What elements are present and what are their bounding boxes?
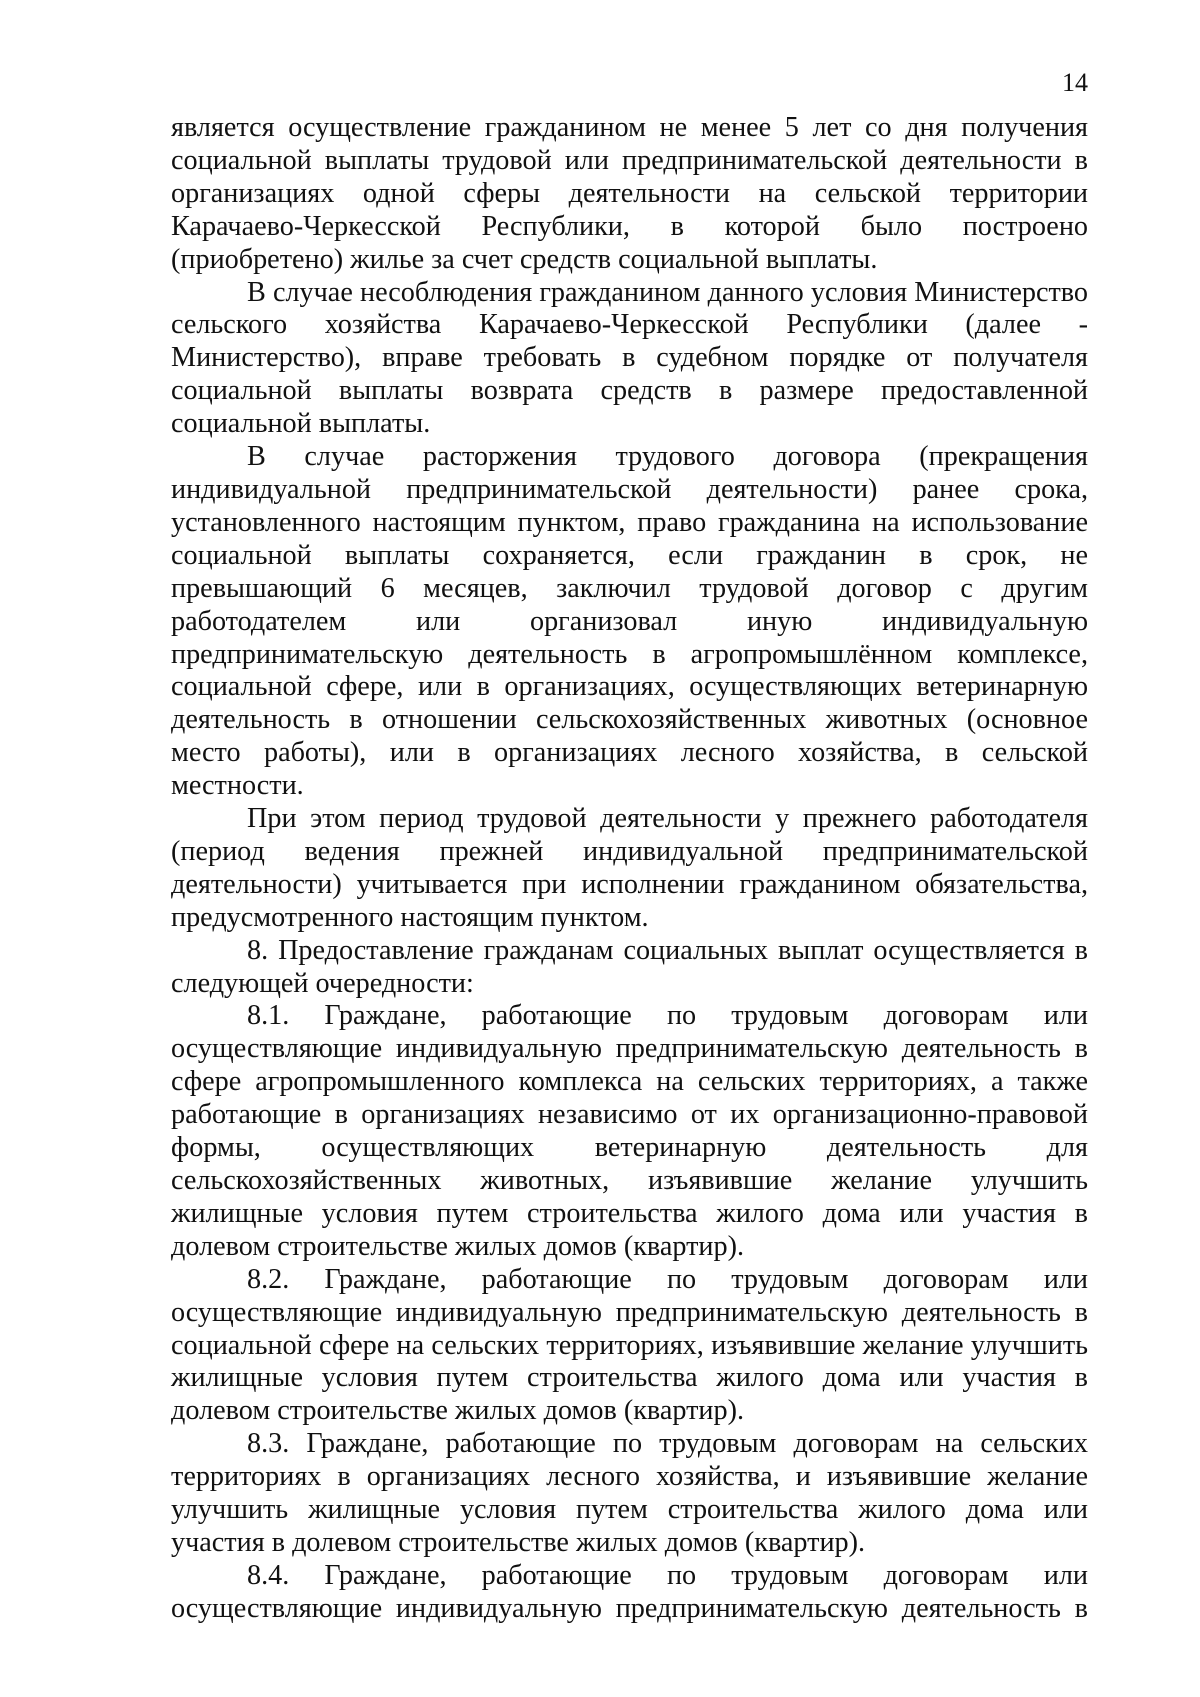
paragraph-item-8-2: 8.2. Граждане, работающие по трудовым договорам или осуществляющие индивидуальную предпринимательскую деятельность в социальной сфере на сельских территориях, изъявившие желание улучшить жилищные условия путем строительства жилого дома или участия в долевом строительстве жилых домов (квартир). [171, 1263, 1088, 1427]
paragraph-item-8-3: 8.3. Граждане, работающие по трудовым договорам на сельских территориях в организациях лесного хозяйства, и изъявившие желание улучшить жилищные условия путем строительства жилого дома или участия в долевом строительстве жилых домов (квартир). [171, 1428, 1088, 1558]
paragraph-previous-employment: При этом период трудовой деятельности у прежнего работодателя (период ведения прежней индивидуальной предпринимательской деятельности) учитывается при исполнении гражданином обязательства, предусмотренного настоящим пунктом. [171, 803, 1088, 933]
paragraph-contract-termination: В случае расторжения трудового договора (прекращения индивидуальной предпринимательской деятельности) ранее срока, установленного настоящим пунктом, право гражданина на использование социальной выплаты сохраняется, если гражданин в срок, не превышающий 6 месяцев, заключил трудовой договор с другим работодателем или организовал иную индивидуальную предпринимательскую деятельность в агропромышлённом комплексе, социальной сфере, или в организациях, осуществляющих ветеринарную деятельность в отношении сельскохозяйственных животных (основное место работы), или в организациях лесного хозяйства, в сельской местности. [171, 441, 1088, 802]
paragraph-noncompliance: В случае несоблюдения гражданином данного условия Министерство сельского хозяйства Карачаево-Черкесской Республики (далее - Министерство), вправе требовать в судебном порядке от получателя социальной выплаты возврата средств в размере предоставленной социальной выплаты. [171, 276, 1088, 440]
paragraph-condition-continuation: является осуществление гражданином не менее 5 лет со дня получения социальной выплаты трудовой или предпринимательской деятельности в организациях одной сферы деятельности на сельской территории Карачаево-Черкесской Республики, в которой было построено (приобретено) жилье за счет средств социальной выплаты. [171, 112, 1088, 275]
document-body [171, 112, 1088, 1626]
paragraph-item-8-1: 8.1. Граждане, работающие по трудовым договорам или осуществляющие индивидуальную предпринимательскую деятельность в сфере агропромышленного комплекса на сельских территориях, а также работающие в организациях независимо от их организационно-правовой формы, осуществляющих ветеринарную деятельность для сельскохозяйственных животных, изъявившие желание улучшить жилищные условия путем строительства жилого дома или участия в долевом строительстве жилых домов (квартир). [171, 1000, 1088, 1262]
paragraph-item-8: 8. Предоставление гражданам социальных выплат осуществляется в следующей очередности: [171, 934, 1088, 999]
page-number: 14 [1062, 68, 1088, 97]
paragraph-item-8-4: 8.4. Граждане, работающие по трудовым договорам или осуществляющие индивидуальную предпринимательскую деятельность в [171, 1559, 1088, 1624]
